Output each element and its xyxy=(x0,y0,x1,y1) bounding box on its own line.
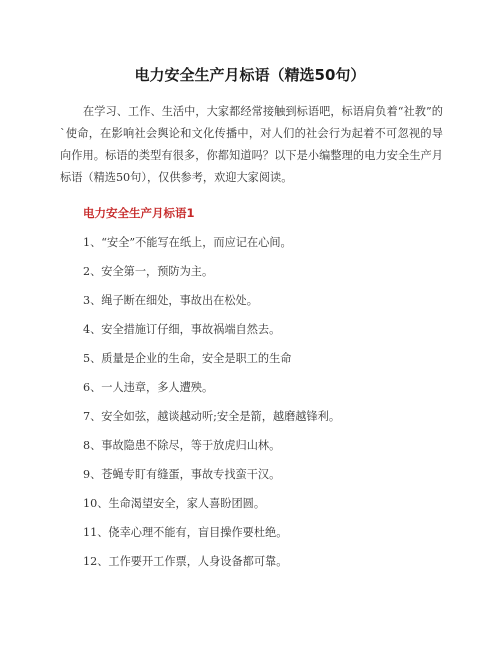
slogan-item: 3、绳子断在细处，事故出在松处。 xyxy=(83,294,258,307)
slogan-item: 11、侥幸心理不能有，盲目操作要杜绝。 xyxy=(83,526,288,539)
slogan-item: 1、“安全”不能写在纸上，而应记在心间。 xyxy=(83,236,292,249)
document-title: 电力安全生产月标语（精选50句） xyxy=(134,66,366,84)
slogan-list xyxy=(83,233,340,581)
slogan-item: 10、生命渴望安全，家人喜盼团圆。 xyxy=(83,497,266,510)
slogan-item: 6、一人违章，多人遭殃。 xyxy=(83,381,214,394)
slogan-item: 12、工作要开工作票，人身设备都可靠。 xyxy=(83,555,288,568)
slogan-item: 4、安全措施订仔细，事故祸端自然去。 xyxy=(83,323,281,336)
slogan-item: 7、安全如弦，越谈越动听;安全是箭，越磨越锋利。 xyxy=(83,410,341,423)
slogan-item: 2、安全第一，预防为主。 xyxy=(83,265,214,278)
slogan-item: 5、质量是企业的生命，安全是职工的生命 xyxy=(83,352,292,365)
slogan-item: 8、事故隐患不除尽，等于放虎归山林。 xyxy=(83,439,281,452)
slogan-item: 9、苍蝇专盯有缝蛋，事故专找蛮干汉。 xyxy=(83,468,281,481)
intro-paragraph: 在学习、工作、生活中，大家都经常接触到标语吧，标语肩负着“社教”的`使命，在影响社会舆论和文化传播中，对人们的社会行为起着不可忽视的导向作用。标语的类型有很多，你都知道吗？以下是小编整理的电力安全生产月标语（精选50句），仅供参考，欢迎大家阅读。 xyxy=(60,105,443,184)
section-heading: 电力安全生产月标语1 xyxy=(83,206,195,220)
